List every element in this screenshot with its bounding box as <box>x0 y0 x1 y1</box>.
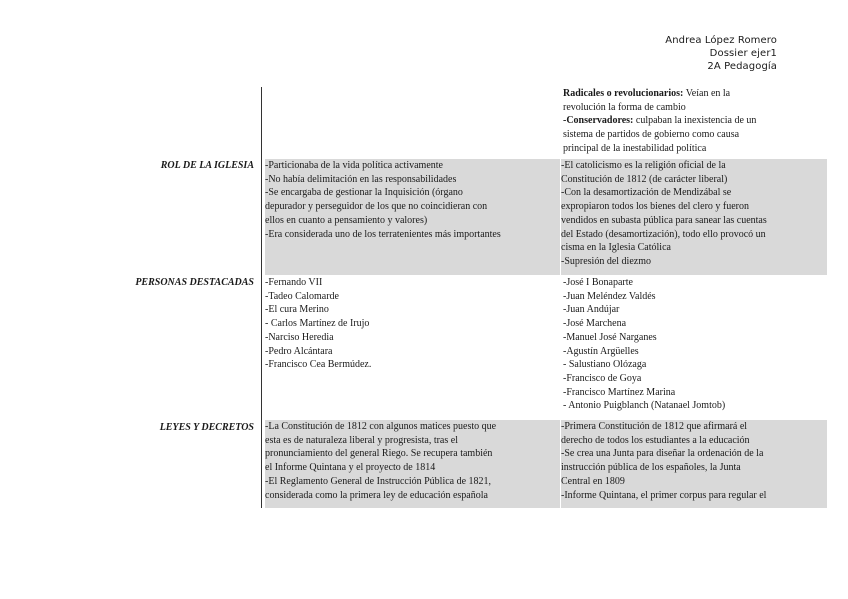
document-title: Dossier ejer1 <box>709 48 777 59</box>
list-item: - Carlos Martínez de Irujo <box>265 318 370 330</box>
list-item: esta es de naturaleza liberal y progresista, tras el <box>265 434 458 446</box>
list-item: - Salustiano Olózaga <box>563 359 647 371</box>
list-item: -Se encargaba de gestionar la Inquisición (órgano <box>265 187 463 199</box>
list-item: instrucción pública de los españoles, la Junta <box>561 462 741 474</box>
list-item: -Agustín Argüelles <box>563 345 639 357</box>
list-item: -Particionaba de la vida política activamente <box>265 160 443 171</box>
list-item: -Manuel José Narganes <box>563 331 657 343</box>
list-item: -Francisco de Goya <box>563 372 642 384</box>
list-item: - Antonio Puigblanch (Natanael Jomtob) <box>563 400 726 412</box>
list-item: -El cura Merino <box>265 304 329 316</box>
list-item: -Narciso Heredia <box>265 331 334 343</box>
list-item: -Primera Constitución de 1812 que afirmará el <box>561 421 748 432</box>
leyes-right-cell <box>561 420 827 508</box>
list-item: -No había delimitación en las responsabilidades <box>265 173 457 185</box>
list-item: -Supresión del diezmo <box>561 255 651 267</box>
conservadores-text-3: principal de la inestabilidad política <box>563 142 707 154</box>
list-item: -Con la desamortización de Mendizábal se <box>561 187 732 199</box>
group-label: 2A Pedagogía <box>707 61 777 72</box>
personas-right-cell <box>563 276 826 413</box>
section-label-personas: PERSONAS DESTACADAS <box>135 277 254 288</box>
list-item: cisma en la Iglesia Católica <box>561 242 671 254</box>
document-header <box>665 34 777 73</box>
section-label-leyes: LEYES Y DECRETOS <box>159 422 254 433</box>
list-item: del Estado (desamortización), todo ello provocó un <box>561 228 766 240</box>
conservadores-title: -Conservadores: <box>563 115 634 127</box>
list-item: vendidos en subasta pública para sanear las cuentas <box>561 214 767 226</box>
iglesia-right-cell <box>561 159 827 275</box>
list-item: Constitución de 1812 (de carácter liberal) <box>561 173 728 185</box>
conservadores-text-2: sistema de partidos de gobierno como causa <box>563 129 740 141</box>
list-item: -José I Bonaparte <box>563 277 633 288</box>
list-item: -Francisco Martínez Marina <box>563 386 676 398</box>
conservadores-text: culpaban la inexistencia de un <box>633 115 757 127</box>
radicales-text: Veían en la <box>683 88 731 99</box>
list-item: -El Reglamento General de Instrucción Pública de 1821, <box>265 475 492 487</box>
intro-block <box>563 87 826 156</box>
list-item: Central en 1809 <box>561 475 625 487</box>
list-item: -Juan Andújar <box>563 304 620 316</box>
list-item: -Se crea una Junta para diseñar la ordenación de la <box>561 448 764 460</box>
list-item: -El catolicismo es la religión oficial de la <box>561 160 726 171</box>
list-item: depurador y perseguidor de los que no coincidieran con <box>265 201 488 213</box>
list-item: -Fernando VII <box>265 277 323 288</box>
list-item: expropiaron todos los bienes del clero y fueron <box>561 201 750 213</box>
iglesia-left-cell <box>265 159 560 275</box>
list-item: -Tadeo Calomarde <box>265 290 339 302</box>
radicales-title: Radicales o revolucionarios: <box>563 88 684 99</box>
radicales-text-2: revolución la forma de cambio <box>563 101 686 113</box>
list-item: derecho de todos los estudiantes a la educación <box>561 434 750 446</box>
list-item: -Juan Meléndez Valdés <box>563 290 656 302</box>
personas-left-cell <box>265 276 560 372</box>
list-item: -Pedro Alcántara <box>265 345 333 357</box>
leyes-left-cell <box>265 420 560 508</box>
author-name: Andrea López Romero <box>665 35 777 46</box>
list-item: pronunciamiento del general Riego. Se recupera también <box>265 448 493 460</box>
list-item: -La Constitución de 1812 con algunos matices puesto que <box>265 421 497 432</box>
list-item: considerada como la primera ley de educación española <box>265 489 488 501</box>
column-divider <box>261 87 262 508</box>
list-item: -José Marchena <box>563 318 627 330</box>
list-item: -Informe Quintana, el primer corpus para regular el <box>561 489 767 501</box>
section-label-iglesia: ROL DE LA IGLESIA <box>160 160 254 171</box>
list-item: el Informe Quintana y el proyecto de 1814 <box>265 462 436 474</box>
list-item: ellos en cuanto a pensamiento y valores) <box>265 214 428 226</box>
list-item: -Era considerada uno de los terratenientes más importantes <box>265 228 501 240</box>
list-item: -Francisco Cea Bermúdez. <box>265 359 372 371</box>
